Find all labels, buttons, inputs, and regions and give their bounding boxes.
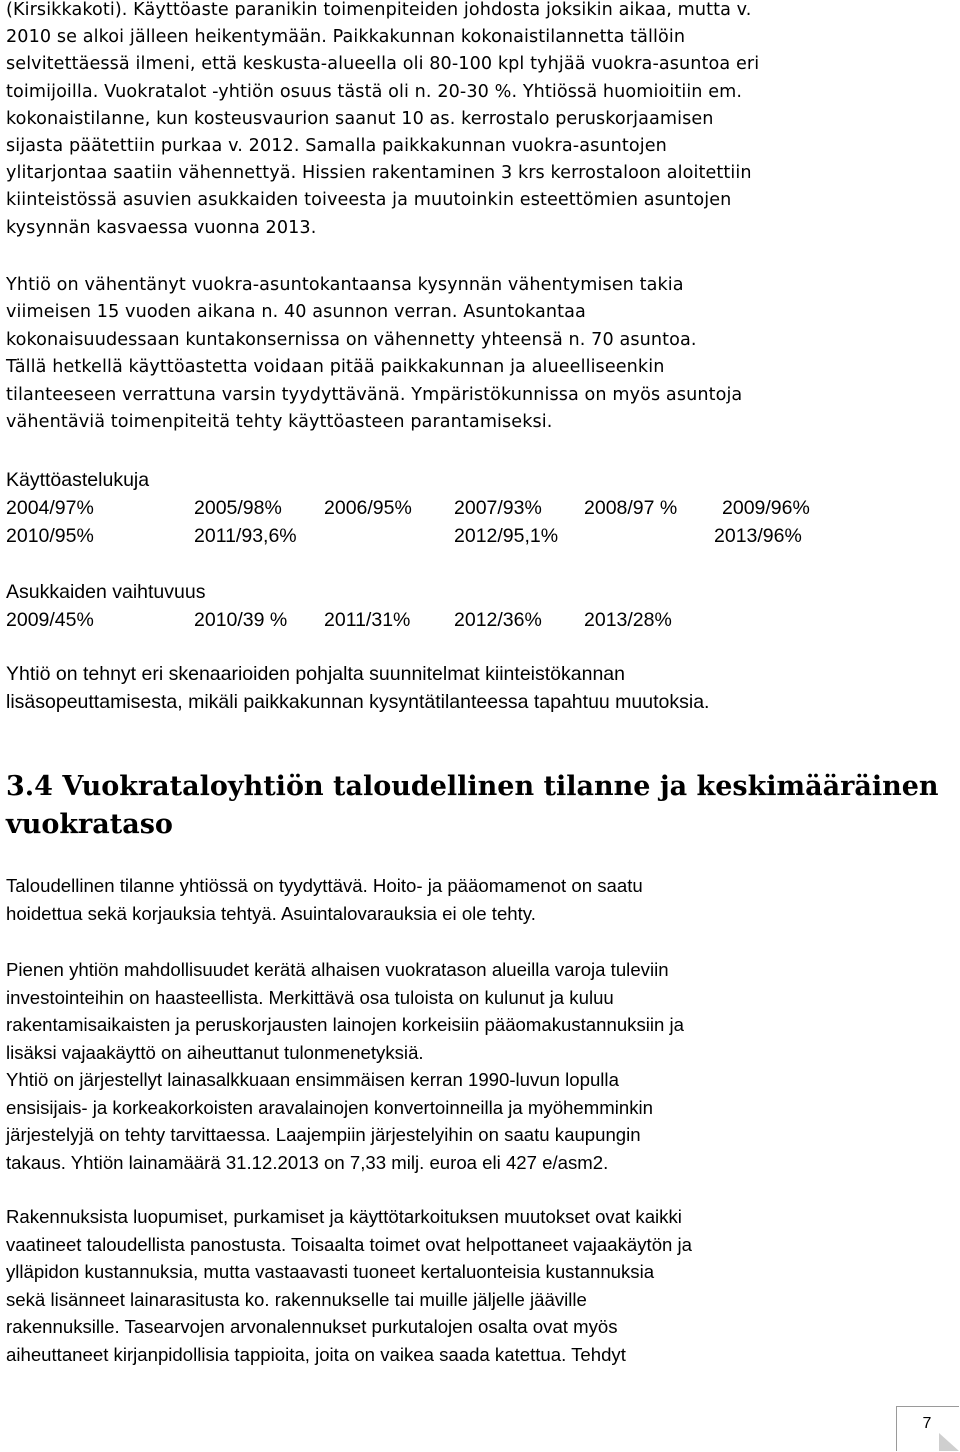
- vaihtuvuus-block: [6, 578, 906, 634]
- vaihtuvuus-value: 2009/45%: [6, 609, 94, 631]
- paragraph-line: vähentäviä toimenpiteitä tehty käyttöasteen parantamiseksi.: [6, 412, 553, 433]
- paragraph-line: Yhtiö on järjestellyt lainasalkkuaan ensimmäisen kerran 1990-luvun lopulla: [6, 1069, 619, 1090]
- kayttoaste-row-1: [6, 494, 906, 522]
- heading-line: vuokrataso: [6, 809, 173, 840]
- kayttoaste-value: 2010/95%: [6, 525, 94, 547]
- paragraph-line: kokonaisuudessaan kuntakonsernissa on vähennetty yhteensä n. 70 asuntoa.: [6, 329, 697, 350]
- kayttoaste-value: 2004/97%: [6, 497, 94, 519]
- paragraph-line: Yhtiö on tehnyt eri skenaarioiden pohjalta suunnitelmat kiinteistökannan: [6, 663, 625, 685]
- vaihtuvuus-value: 2012/36%: [454, 609, 542, 631]
- paragraph-line: ensisijais- ja korkeakorkoisten aravalainojen konvertoinneilla ja myöhemminkin: [6, 1096, 653, 1118]
- paragraph-line: sekä lisänneet lainarasitusta ko. rakennukselle tai muille jäljelle jääville: [6, 1288, 587, 1310]
- kayttoaste-value: 2005/98%: [194, 497, 282, 519]
- paragraph-line: aiheuttaneet kirjanpidollisia tappioita, joita on vaikea saada katettua. Tehdyt: [6, 1343, 626, 1365]
- intro-line: kiinteistössä asuvien asukkaiden toiveesta ja muutoinkin esteettömien asuntojen: [6, 190, 732, 211]
- paragraph-line: ylläpidon kustannuksia, mutta vastaavasti tuoneet kertaluonteisia kustannuksia: [6, 1261, 655, 1283]
- paragraph-line: vaatineet taloudellista panostusta. Toisaalta toimet ovat helpottaneet vajaakäytön ja: [6, 1233, 693, 1255]
- vaihtuvuus-value: 2013/28%: [584, 609, 672, 631]
- paragraph-line: Taloudellinen tilanne yhtiössä on tyydyttävä. Hoito- ja pääomamenot on saatu: [6, 875, 643, 896]
- kayttoaste-value: 2007/93%: [454, 497, 542, 519]
- section-heading: [6, 768, 939, 844]
- kayttoaste-value: 2006/95%: [324, 497, 412, 519]
- kayttoaste-block: [6, 466, 906, 550]
- rakennukset-paragraph: [6, 1203, 692, 1369]
- paragraph-line: viimeisen 15 vuoden aikana n. 40 asunnon verran. Asuntokantaa: [6, 302, 586, 323]
- intro-line: ylitarjontaa saatiin vähennettyä. Hissien rakentaminen 3 krs kerrostaloon aloitettiin: [6, 163, 752, 184]
- paragraph-line: järjestelyjä on tehty tarvittaessa. Laajempiin järjestelyihin on saatu kaupungin: [6, 1124, 641, 1145]
- intro-paragraph: [6, 0, 759, 242]
- intro-line: 2010 se alkoi jälleen heikentymään. Paikkakunnan kokonaistilannetta tällöin: [6, 27, 686, 48]
- kayttoaste-value: 2013/96%: [714, 525, 802, 547]
- paragraph-line: takaus. Yhtiön lainamäärä 31.12.2013 on 7,33 milj. euroa eli 427 e/asm2.: [6, 1151, 609, 1173]
- intro-line: toimijoilla. Vuokratalot -yhtiön osuus tästä oli n. 20-30 %. Yhtiössä huomioitiin em.: [6, 81, 743, 102]
- paragraph-line: tilanteeseen verrattuna varsin tyydyttävänä. Ympäristökunnissa on myös asuntoja: [6, 384, 743, 405]
- lainasalkku-paragraph: [6, 956, 684, 1176]
- intro-line: kokonaistilanne, kun kosteusvaurion saanut 10 as. kerrostalo peruskorjaamisen: [6, 108, 714, 129]
- paragraph-line: Yhtiö on vähentänyt vuokra-asuntokantaansa kysynnän vähentymisen takia: [6, 275, 684, 295]
- paragraph-line: investointeihin on haasteellista. Merkittävä osa tuloista on kulunut ja kuluu: [6, 986, 614, 1008]
- skenaario-paragraph: [6, 660, 709, 716]
- kayttoaste-label: Käyttöastelukuja: [6, 469, 150, 491]
- intro-line: sijasta päätettiin purkaa v. 2012. Samalla paikkakunnan vuokra-asuntojen: [6, 136, 667, 157]
- page-number-box: [896, 1406, 959, 1451]
- kayttoaste-row-2: [6, 522, 906, 550]
- kayttoaste-value: 2012/95,1%: [454, 525, 559, 547]
- kayttoaste-value: 2008/97 %: [584, 497, 678, 519]
- intro-line: (Kirsikkakoti). Käyttöaste paranikin toimenpiteiden johdosta joksikin aikaa, mutta v.: [6, 0, 752, 20]
- asuntokanta-paragraph: [6, 272, 742, 436]
- vaihtuvuus-label: Asukkaiden vaihtuvuus: [6, 581, 206, 603]
- paragraph-line: lisäksi vajaakäyttö on aiheuttanut tulonmenetyksiä.: [6, 1041, 424, 1063]
- paragraph-line: Rakennuksista luopumiset, purkamiset ja käyttötarkoituksen muutokset ovat kaikki: [6, 1206, 682, 1227]
- taloudellinen-paragraph: [6, 872, 643, 927]
- intro-line: kysynnän kasvaessa vuonna 2013.: [6, 217, 317, 238]
- vaihtuvuus-value: 2010/39 %: [194, 609, 288, 631]
- paragraph-line: Pienen yhtiön mahdollisuudet kerätä alhaisen vuokratason alueilla varoja tuleviin: [6, 959, 669, 980]
- kayttoaste-value: 2011/93,6%: [194, 525, 297, 547]
- kayttoaste-value: 2009/96%: [722, 497, 810, 519]
- heading-line: 3.4 Vuokrataloyhtiön taloudellinen tilanne ja keskimääräinen: [6, 771, 939, 802]
- paragraph-line: rakennuksille. Tasearvojen arvonalennukset purkutalojen osalta ovat myös: [6, 1316, 618, 1338]
- vaihtuvuus-value: 2011/31%: [324, 609, 411, 631]
- page-number: 7: [922, 1415, 932, 1432]
- paragraph-line: lisäsopeuttamisesta, mikäli paikkakunnan kysyntätilanteessa tapahtuu muutoksia.: [6, 691, 710, 713]
- vaihtuvuus-row: [6, 606, 906, 634]
- paragraph-line: hoidettua sekä korjauksia tehtyä. Asuintalovarauksia ei ole tehty.: [6, 902, 536, 924]
- intro-line: selvitettäessä ilmeni, että keskusta-alueella oli 80-100 kpl tyhjää vuokra-asuntoa eri: [6, 54, 760, 75]
- page-curl-icon: [939, 1433, 959, 1451]
- paragraph-line: Tällä hetkellä käyttöastetta voidaan pitää paikkakunnan ja alueelliseenkin: [6, 357, 665, 378]
- paragraph-line: rakentamisaikaisten ja peruskorjausten lainojen korkeisiin pääomakustannuksiin ja: [6, 1014, 685, 1035]
